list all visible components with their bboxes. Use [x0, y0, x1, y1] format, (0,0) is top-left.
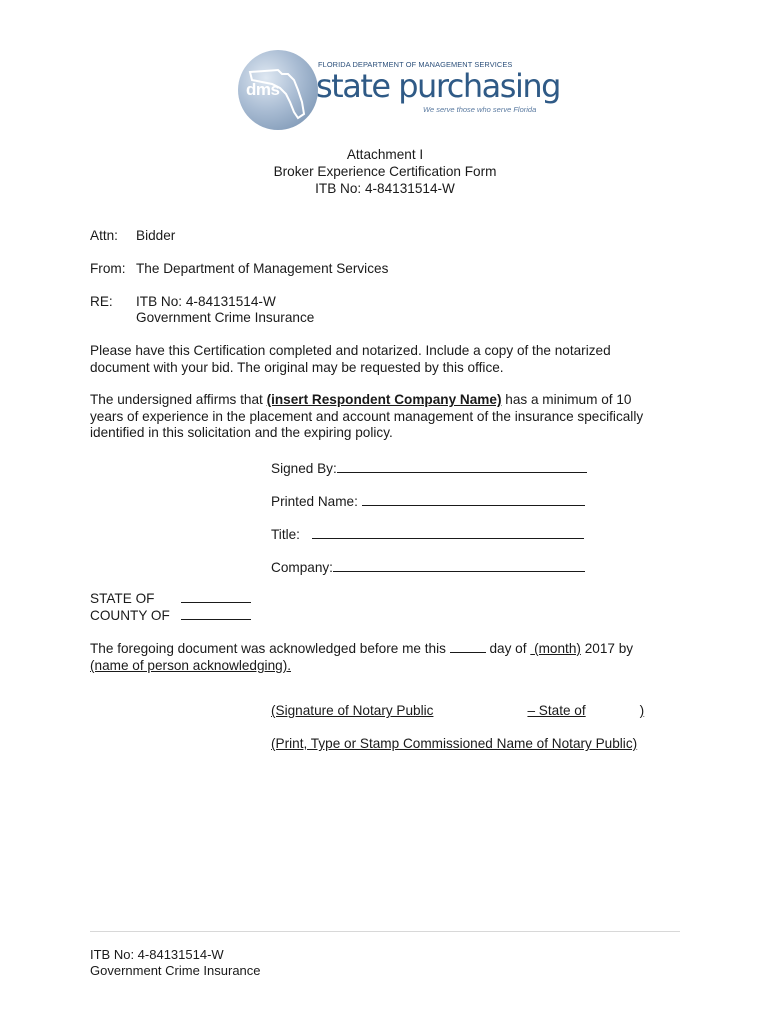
person-acknowledging-placeholder: (name of person acknowledging). — [90, 658, 291, 673]
ack-text-2: day of — [485, 641, 531, 656]
footer-divider — [90, 931, 680, 932]
notary-state-label: – State of — [527, 703, 586, 718]
dms-logo — [238, 50, 560, 132]
ack-text-1: The foregoing document was acknowledged before me this — [90, 641, 450, 656]
footer-subject: Government Crime Insurance — [90, 963, 261, 978]
signed-by-field[interactable] — [271, 458, 587, 476]
attn-row — [90, 228, 175, 243]
instructions-line-1: Please have this Certification completed and notarized. Include a copy of the notarized — [90, 343, 611, 358]
footer-itb-number: ITB No: 4-84131514-W — [90, 947, 224, 962]
month-placeholder: (month) — [534, 641, 581, 656]
notary-close-paren: ) — [639, 703, 645, 718]
month-blank[interactable] — [530, 641, 581, 656]
logo-dms-text: dms — [246, 80, 280, 99]
title-label: Title: — [271, 527, 300, 542]
printed-name-line[interactable] — [362, 491, 585, 506]
county-label: COUNTY OF — [90, 608, 170, 623]
from-row — [90, 261, 388, 276]
affirmation-line-3: identified in this solicitation and the expiring policy. — [90, 425, 393, 441]
company-name-placeholder: (insert Respondent Company Name) — [266, 392, 502, 407]
affirmation-paragraph — [90, 392, 680, 442]
company-label: Company: — [271, 560, 333, 575]
notary-print-name[interactable]: (Print, Type or Stamp Commissioned Name of Notary Public) — [271, 736, 638, 751]
globe-icon — [238, 50, 318, 130]
acknowledgment-line-1 — [90, 638, 680, 657]
re-subject: Government Crime Insurance — [136, 310, 315, 325]
from-label: From: — [90, 261, 126, 276]
county-line[interactable] — [181, 605, 251, 620]
logo-department: FLORIDA DEPARTMENT OF MANAGEMENT SERVICES — [318, 60, 513, 69]
re-label: RE: — [90, 294, 113, 309]
company-line[interactable] — [333, 557, 585, 572]
affirmation-line-2: years of experience in the placement and account management of the insurance specifically — [90, 408, 644, 424]
state-field[interactable] — [90, 588, 251, 606]
printed-name-label: Printed Name: — [271, 494, 358, 509]
state-line[interactable] — [181, 588, 251, 603]
itb-number: ITB No: 4-84131514-W — [315, 181, 455, 196]
logo-title: state purchasing — [316, 67, 560, 105]
notary-signature-line[interactable] — [271, 703, 644, 718]
signed-by-label: Signed By: — [271, 461, 337, 476]
affirm-prefix: The undersigned affirms that — [90, 392, 267, 407]
title-field[interactable] — [271, 524, 584, 542]
attn-value: Bidder — [136, 228, 176, 243]
instructions-paragraph — [90, 343, 680, 376]
signed-by-line[interactable] — [337, 458, 587, 473]
from-value: The Department of Management Services — [136, 261, 389, 276]
instructions-line-2: document with your bid. The original may be requested by this office. — [90, 359, 504, 375]
attachment-title: Attachment I — [346, 147, 424, 162]
affirmation-line-1 — [90, 392, 680, 409]
ack-text-3: 2017 by — [580, 641, 634, 656]
title-line[interactable] — [312, 524, 584, 539]
re-itb: ITB No: 4-84131514-W — [136, 294, 276, 309]
logo-tagline: We serve those who serve Florida — [423, 105, 537, 114]
form-title: Broker Experience Certification Form — [273, 164, 497, 179]
company-field[interactable] — [271, 557, 585, 575]
county-field[interactable] — [90, 605, 251, 623]
re-row — [90, 294, 276, 309]
notary-signature-label: (Signature of Notary Public — [271, 703, 434, 718]
document-header — [0, 146, 770, 197]
day-blank[interactable] — [450, 638, 486, 653]
printed-name-field[interactable] — [271, 491, 585, 509]
attn-label: Attn: — [90, 228, 118, 243]
state-label: STATE OF — [90, 591, 155, 606]
affirm-suffix: has a minimum of 10 — [501, 392, 632, 407]
acknowledgment-paragraph — [90, 638, 680, 674]
page-footer — [90, 947, 261, 979]
